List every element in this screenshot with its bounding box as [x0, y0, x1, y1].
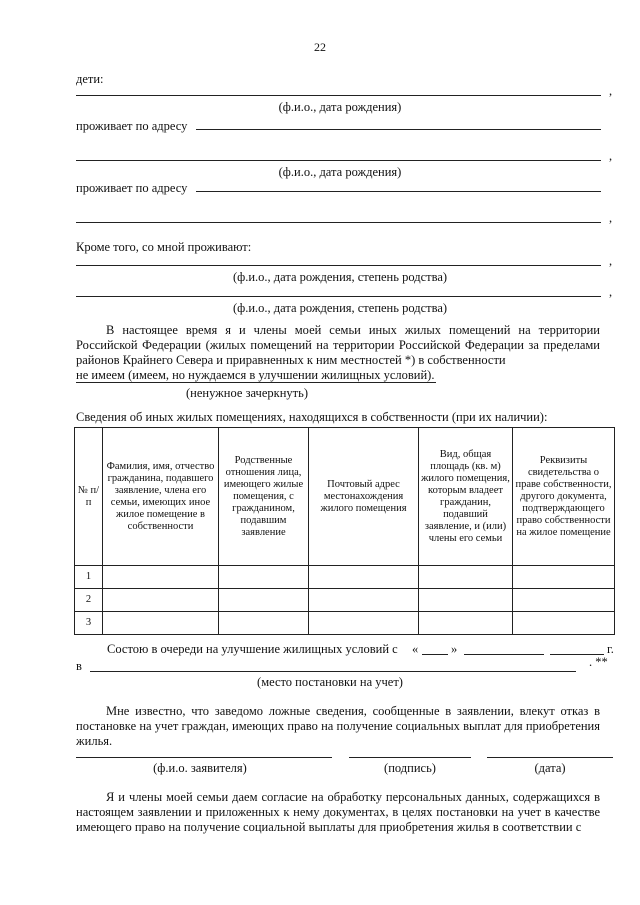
address-line-1[interactable] [196, 129, 601, 130]
queue-place-caption: (место постановки на учет) [257, 675, 403, 689]
table-cell[interactable] [309, 589, 419, 612]
cohabitants-label: Кроме того, со мной проживают: [76, 240, 252, 254]
child-fio-caption-1: (ф.и.о., дата рождения) [278, 100, 402, 114]
table-cell[interactable] [219, 589, 309, 612]
table-cell[interactable] [103, 589, 219, 612]
table-cell[interactable] [219, 612, 309, 635]
queue-text: Состою в очереди на улучшение жилищных условий с [107, 642, 398, 656]
cohabitant-line-2[interactable] [76, 296, 601, 297]
table-cell[interactable] [419, 612, 513, 635]
comma-mark: , [609, 285, 613, 299]
date-caption: (дата) [534, 761, 566, 775]
queue-year-suffix: г. [607, 642, 614, 656]
signature-line[interactable] [349, 757, 471, 758]
table-row [75, 566, 615, 589]
queue-place-line[interactable] [90, 671, 576, 672]
row-number: 1 [75, 566, 103, 589]
cohabitant-caption-2: (ф.и.о., дата рождения, степень родства) [232, 301, 448, 315]
children-name-line[interactable] [76, 95, 601, 96]
applicant-fio-line[interactable] [76, 757, 332, 758]
child-name-line-2[interactable] [76, 160, 601, 161]
col-header-address: Почтовый адрес местонахождения жилого помещения [309, 428, 419, 566]
col-header-relation: Родственные отношения лица, имеющего жилые помещения, с гражданином, подавшим заявление [219, 428, 309, 566]
queue-day-line[interactable] [422, 654, 448, 655]
table-row [75, 589, 615, 612]
table-cell[interactable] [309, 612, 419, 635]
housing-statement-paragraph: В настоящее время я и члены моей семьи иных жилых помещений на территории Российской Федерации (жилых помещений на территории Российской Федерации за пределами районов Крайнего Севера и приравненных к ним местностей *) в собственности [76, 323, 600, 367]
child-fio-caption-2: (ф.и.о., дата рождения) [278, 165, 402, 179]
queue-prefix-v: в [76, 659, 82, 673]
cohabitant-caption-1: (ф.и.о., дата рождения, степень родства) [232, 270, 448, 284]
queue-open-quote: « [412, 642, 419, 656]
table-cell[interactable] [219, 566, 309, 589]
address-label-2: проживает по адресу [76, 181, 188, 195]
address-line-2b[interactable] [76, 222, 601, 223]
queue-month-line[interactable] [464, 654, 544, 655]
address-label-1: проживает по адресу [76, 119, 188, 133]
cohabitant-line-1[interactable] [76, 265, 601, 266]
col-header-area: Вид, общая площадь (кв. м) жилого помещения, которым владеет гражданин, подавший заявление, и (или) члены его семьи [419, 428, 513, 566]
table-title: Сведения об иных жилых помещениях, находящихся в собственности (при их наличии): [76, 410, 548, 424]
table-cell[interactable] [419, 566, 513, 589]
table-cell[interactable] [419, 589, 513, 612]
queue-footnote-mark: . ** [589, 655, 608, 669]
table-cell[interactable] [103, 612, 219, 635]
comma-mark: , [609, 211, 613, 225]
applicant-fio-caption: (ф.и.о. заявителя) [153, 761, 247, 775]
row-number: 2 [75, 589, 103, 612]
table-header-row [75, 428, 615, 566]
table-cell[interactable] [103, 566, 219, 589]
date-line[interactable] [487, 757, 613, 758]
signature-caption: (подпись) [384, 761, 436, 775]
strike-note: (ненужное зачеркнуть) [186, 386, 308, 400]
table-row [75, 612, 615, 635]
col-header-number: № п/п [75, 428, 103, 566]
children-label: дети: [76, 72, 104, 86]
col-header-certificate: Реквизиты свидетельства о праве собственности, другого документа, подтверждающего право собственности на жилое помещение [513, 428, 615, 566]
comma-mark: , [609, 254, 613, 268]
property-table [74, 427, 615, 635]
page-number: 22 [314, 40, 326, 54]
warning-paragraph: Мне известно, что заведомо ложные сведения, сообщенные в заявлении, влекут отказ в постановке на учет граждан, имеющих право на получение социальных выплат для приобретения жилья. [76, 704, 600, 748]
comma-mark: , [609, 84, 613, 98]
col-header-fio: Фамилия, имя, отчество гражданина, подавшего заявление, члена его семьи, имеющих иное жилое помещение в собственности [103, 428, 219, 566]
comma-mark: , [609, 149, 613, 163]
queue-close-quote: » [451, 642, 458, 656]
consent-paragraph: Я и члены моей семьи даем согласие на обработку персональных данных, содержащихся в настоящем заявлении и приложенных к нему документах, в целях постановки на учет в качестве имеющего право на получение социальной выплаты для приобретения жилья в соответствии с [76, 790, 600, 834]
table-cell[interactable] [513, 612, 615, 635]
table-cell[interactable] [309, 566, 419, 589]
housing-choice: не имеем (имеем, но нуждаемся в улучшении жилищных условий). [76, 368, 435, 382]
table-cell[interactable] [513, 566, 615, 589]
housing-choice-underline [76, 382, 436, 383]
table-cell[interactable] [513, 589, 615, 612]
address-line-2[interactable] [196, 191, 601, 192]
row-number: 3 [75, 612, 103, 635]
